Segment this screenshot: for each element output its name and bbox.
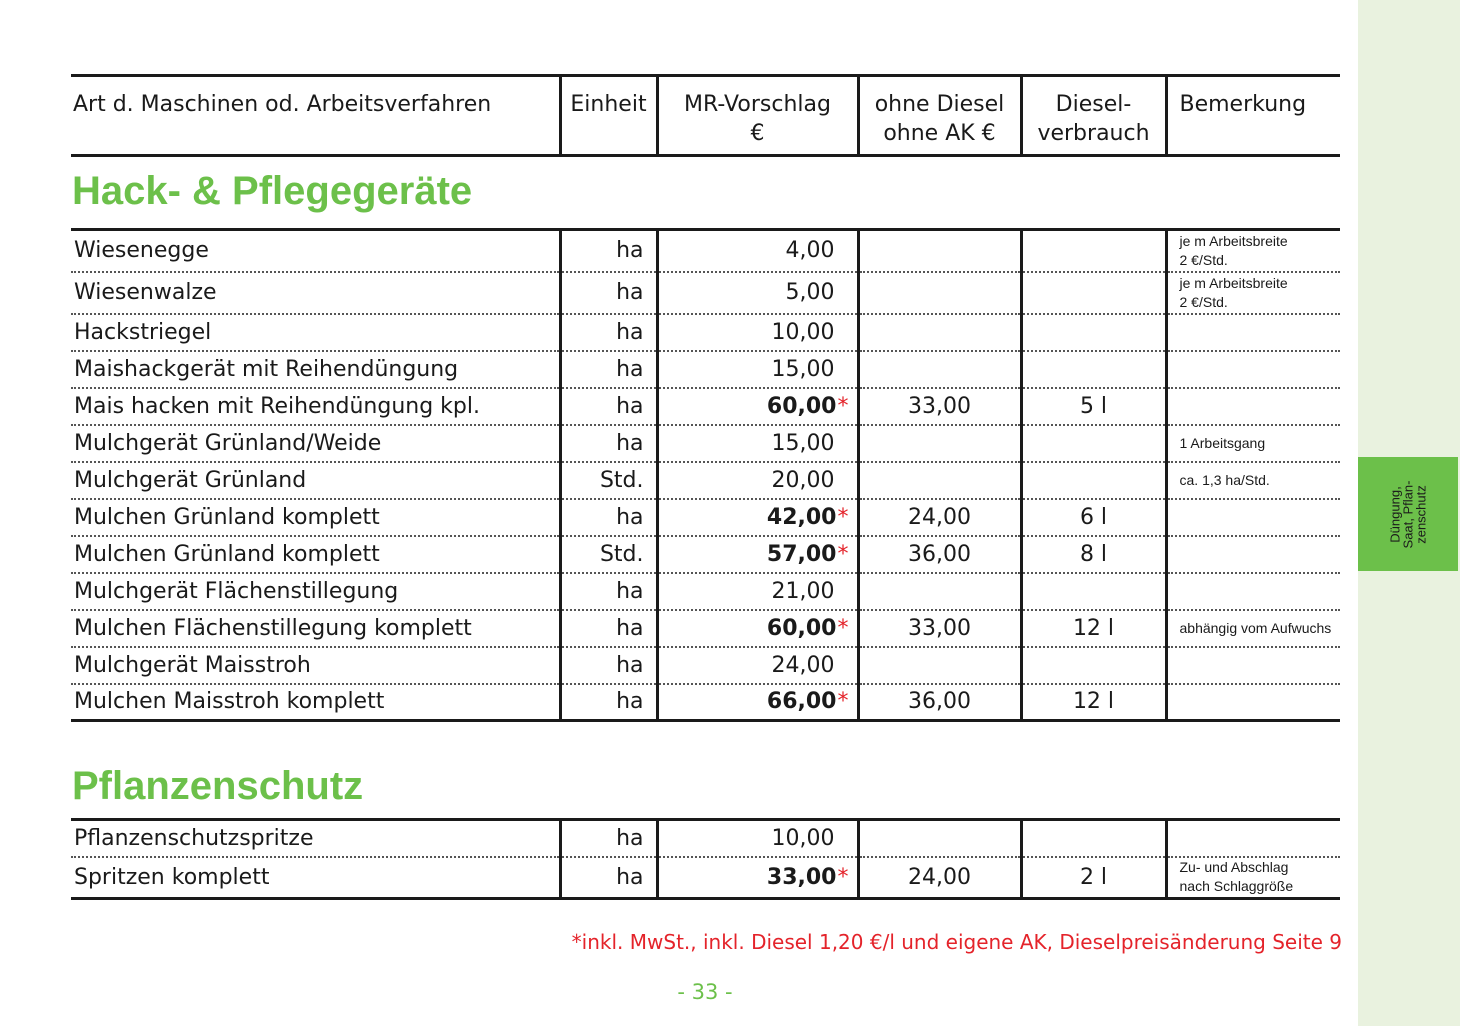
cell-price — [657, 610, 858, 647]
price-value: 60,00 — [766, 615, 837, 641]
cell-price — [657, 272, 858, 314]
section-title-pflanzenschutz: Pflanzenschutz — [72, 764, 364, 808]
cell-name: Spritzen komplett — [74, 864, 270, 890]
cell-name: Mulchgerät Maisstroh — [71, 647, 560, 684]
cell-price — [657, 314, 858, 351]
cell-bemerkung — [1166, 462, 1340, 499]
header-bemerkung: Bemerkung — [1166, 76, 1340, 156]
cell-price — [657, 536, 858, 573]
cell-ohne-diesel: 36,00 — [858, 684, 1021, 721]
asterisk-mark: * — [837, 393, 849, 419]
cell-bemerkung — [1166, 573, 1340, 610]
cell-unit: ha — [560, 647, 657, 684]
price-value: 24,00 — [771, 652, 835, 678]
cell-bemerkung — [1166, 610, 1340, 647]
cell-price — [657, 425, 858, 462]
cell-dieselverbrauch: 6 l — [1021, 499, 1166, 536]
cell-ohne-diesel — [858, 573, 1021, 610]
cell-ohne-diesel — [858, 314, 1021, 351]
note-line: abhängig vom Aufwuchs — [1179, 619, 1332, 636]
table-row — [71, 425, 1340, 462]
table-row — [71, 499, 1340, 536]
cell-unit: Std. — [560, 462, 657, 499]
cell-unit: ha — [560, 573, 657, 610]
header-ohne-diesel: ohne Diesel ohne AK € — [858, 76, 1021, 156]
cell-dieselverbrauch: 12 l — [1021, 610, 1166, 647]
asterisk-mark: * — [837, 541, 849, 567]
asterisk-mark: * — [837, 689, 849, 715]
price-value: 20,00 — [771, 467, 835, 493]
cell-bemerkung — [1166, 425, 1340, 462]
table-row — [71, 462, 1340, 499]
note-line: 2 €/Std. — [1179, 251, 1228, 268]
cell-dieselverbrauch: 8 l — [1021, 536, 1166, 573]
cell-price — [657, 499, 858, 536]
cell-name: Hackstriegel — [71, 314, 560, 351]
note-line: 1 Arbeitsgang — [1179, 434, 1266, 451]
table-row — [71, 857, 1340, 899]
note-line: je m Arbeitsbreite — [1179, 274, 1288, 291]
cell-unit: ha — [560, 425, 657, 462]
price-value: 10,00 — [771, 825, 835, 851]
cell-price — [657, 647, 858, 684]
cell-dieselverbrauch — [1021, 314, 1166, 351]
cell-unit: ha — [560, 857, 657, 899]
cell-ohne-diesel — [858, 462, 1021, 499]
cell-bemerkung — [1166, 230, 1340, 272]
footnote: *inkl. MwSt., inkl. Diesel 1,20 €/l und eigene AK, Dieselpreisänderung Seite 9 — [571, 930, 1342, 954]
cell-dieselverbrauch — [1021, 230, 1166, 272]
cell-unit: ha — [560, 230, 657, 272]
cell-name: Pflanzenschutzspritze — [71, 820, 560, 857]
cell-ohne-diesel — [858, 820, 1021, 857]
cell-unit: ha — [560, 272, 657, 314]
note-line: 2 €/Std. — [1179, 293, 1228, 310]
note-line: ca. 1,3 ha/Std. — [1179, 471, 1270, 488]
table-row — [71, 388, 1340, 425]
cell-name: Wiesenegge — [71, 230, 560, 272]
cell-name: Mulchgerät Flächenstillegung — [71, 573, 560, 610]
cell-ohne-diesel: 36,00 — [858, 536, 1021, 573]
table-row — [71, 314, 1340, 351]
table-row — [71, 230, 1340, 272]
cell-price — [657, 573, 858, 610]
table-row — [71, 820, 1340, 857]
header-mr-vorschlag: MR-Vorschlag € — [657, 76, 858, 156]
table-row — [71, 684, 1340, 721]
cell-price — [657, 684, 858, 721]
asterisk-mark: * — [837, 615, 849, 641]
cell-dieselverbrauch — [1021, 462, 1166, 499]
cell-unit: ha — [560, 820, 657, 857]
header-dieselverbrauch: Diesel- verbrauch — [1021, 76, 1166, 156]
cell-ohne-diesel: 24,00 — [858, 857, 1021, 899]
cell-bemerkung — [1166, 388, 1340, 425]
table-row — [71, 351, 1340, 388]
table-row — [71, 610, 1340, 647]
header-art: Art d. Maschinen od. Arbeitsverfahren — [73, 92, 492, 117]
chapter-tab[interactable] — [1358, 457, 1458, 571]
price-value: 4,00 — [785, 238, 835, 264]
chapter-tab-line: zenschutz — [1413, 484, 1429, 544]
cell-ohne-diesel: 33,00 — [858, 388, 1021, 425]
cell-unit: ha — [560, 499, 657, 536]
cell-price — [657, 351, 858, 388]
cell-bemerkung — [1166, 820, 1340, 857]
cell-bemerkung — [1166, 499, 1340, 536]
cell-ohne-diesel — [858, 647, 1021, 684]
price-value: 60,00 — [766, 393, 837, 419]
price-value: 57,00 — [766, 541, 837, 567]
cell-dieselverbrauch — [1021, 820, 1166, 857]
cell-dieselverbrauch: 12 l — [1021, 684, 1166, 721]
table-header — [71, 74, 1340, 157]
cell-unit: ha — [560, 314, 657, 351]
cell-unit: ha — [560, 610, 657, 647]
cell-name: Maishackgerät mit Reihendüngung — [71, 351, 560, 388]
chapter-tab-line: Saat, Pflan- — [1400, 480, 1416, 548]
cell-name: Mulchen Grünland komplett — [71, 536, 560, 573]
cell-name: Mulchgerät Grünland — [71, 462, 560, 499]
cell-dieselverbrauch — [1021, 573, 1166, 610]
cell-ohne-diesel — [858, 351, 1021, 388]
cell-unit: Std. — [560, 536, 657, 573]
cell-price — [657, 857, 858, 899]
section-title-hack: Hack- & Pflegegeräte — [72, 169, 473, 213]
note-line: Zu- und Abschlag — [1179, 859, 1289, 876]
cell-price — [657, 230, 858, 272]
cell-dieselverbrauch — [1021, 647, 1166, 684]
table-row — [71, 647, 1340, 684]
cell-bemerkung — [1166, 272, 1340, 314]
cell-name: Mulchgerät Grünland/Weide — [71, 425, 560, 462]
cell-bemerkung — [1166, 857, 1340, 899]
table-pflanzenschutz — [71, 818, 1340, 900]
cell-bemerkung — [1166, 536, 1340, 573]
cell-dieselverbrauch: 5 l — [1021, 388, 1166, 425]
note-line: je m Arbeitsbreite — [1179, 232, 1288, 249]
cell-bemerkung — [1166, 684, 1340, 721]
table-row — [71, 272, 1340, 314]
cell-bemerkung — [1166, 314, 1340, 351]
asterisk-mark: * — [837, 864, 849, 890]
cell-dieselverbrauch — [1021, 425, 1166, 462]
cell-price — [657, 388, 858, 425]
price-value: 15,00 — [771, 356, 835, 382]
header-einheit: Einheit — [560, 76, 657, 156]
table-row — [71, 573, 1340, 610]
cell-unit: ha — [560, 351, 657, 388]
cell-unit: ha — [560, 684, 657, 721]
page-number: - 33 - — [677, 980, 733, 1004]
cell-name: Mulchen Grünland komplett — [71, 499, 560, 536]
cell-ohne-diesel — [858, 230, 1021, 272]
price-value: 5,00 — [785, 280, 835, 305]
cell-name: Mulchen Maisstroh komplett — [74, 689, 385, 715]
price-value: 66,00 — [766, 689, 837, 715]
cell-bemerkung — [1166, 351, 1340, 388]
chapter-tab-label — [1389, 480, 1428, 548]
cell-name: Mulchen Flächenstillegung komplett — [71, 610, 560, 647]
cell-dieselverbrauch — [1021, 272, 1166, 314]
cell-price — [657, 462, 858, 499]
asterisk-mark: * — [837, 504, 849, 530]
cell-unit: ha — [560, 388, 657, 425]
cell-dieselverbrauch: 2 l — [1021, 857, 1166, 899]
cell-price — [657, 820, 858, 857]
price-value: 42,00 — [766, 504, 837, 530]
price-value: 15,00 — [771, 430, 835, 456]
table-row — [71, 536, 1340, 573]
note-line: nach Schlaggröße — [1179, 878, 1294, 895]
cell-bemerkung — [1166, 647, 1340, 684]
price-value: 10,00 — [771, 319, 835, 345]
price-value: 33,00 — [766, 864, 837, 890]
cell-ohne-diesel: 33,00 — [858, 610, 1021, 647]
cell-ohne-diesel — [858, 272, 1021, 314]
price-value: 21,00 — [771, 578, 835, 604]
table-hack-pflege — [71, 228, 1340, 722]
cell-ohne-diesel: 24,00 — [858, 499, 1021, 536]
cell-name: Mais hacken mit Reihendüngung kpl. — [71, 388, 560, 425]
cell-dieselverbrauch — [1021, 351, 1166, 388]
cell-ohne-diesel — [858, 425, 1021, 462]
chapter-tab-line: Düngung, — [1387, 485, 1403, 543]
cell-name: Wiesenwalze — [71, 272, 560, 314]
